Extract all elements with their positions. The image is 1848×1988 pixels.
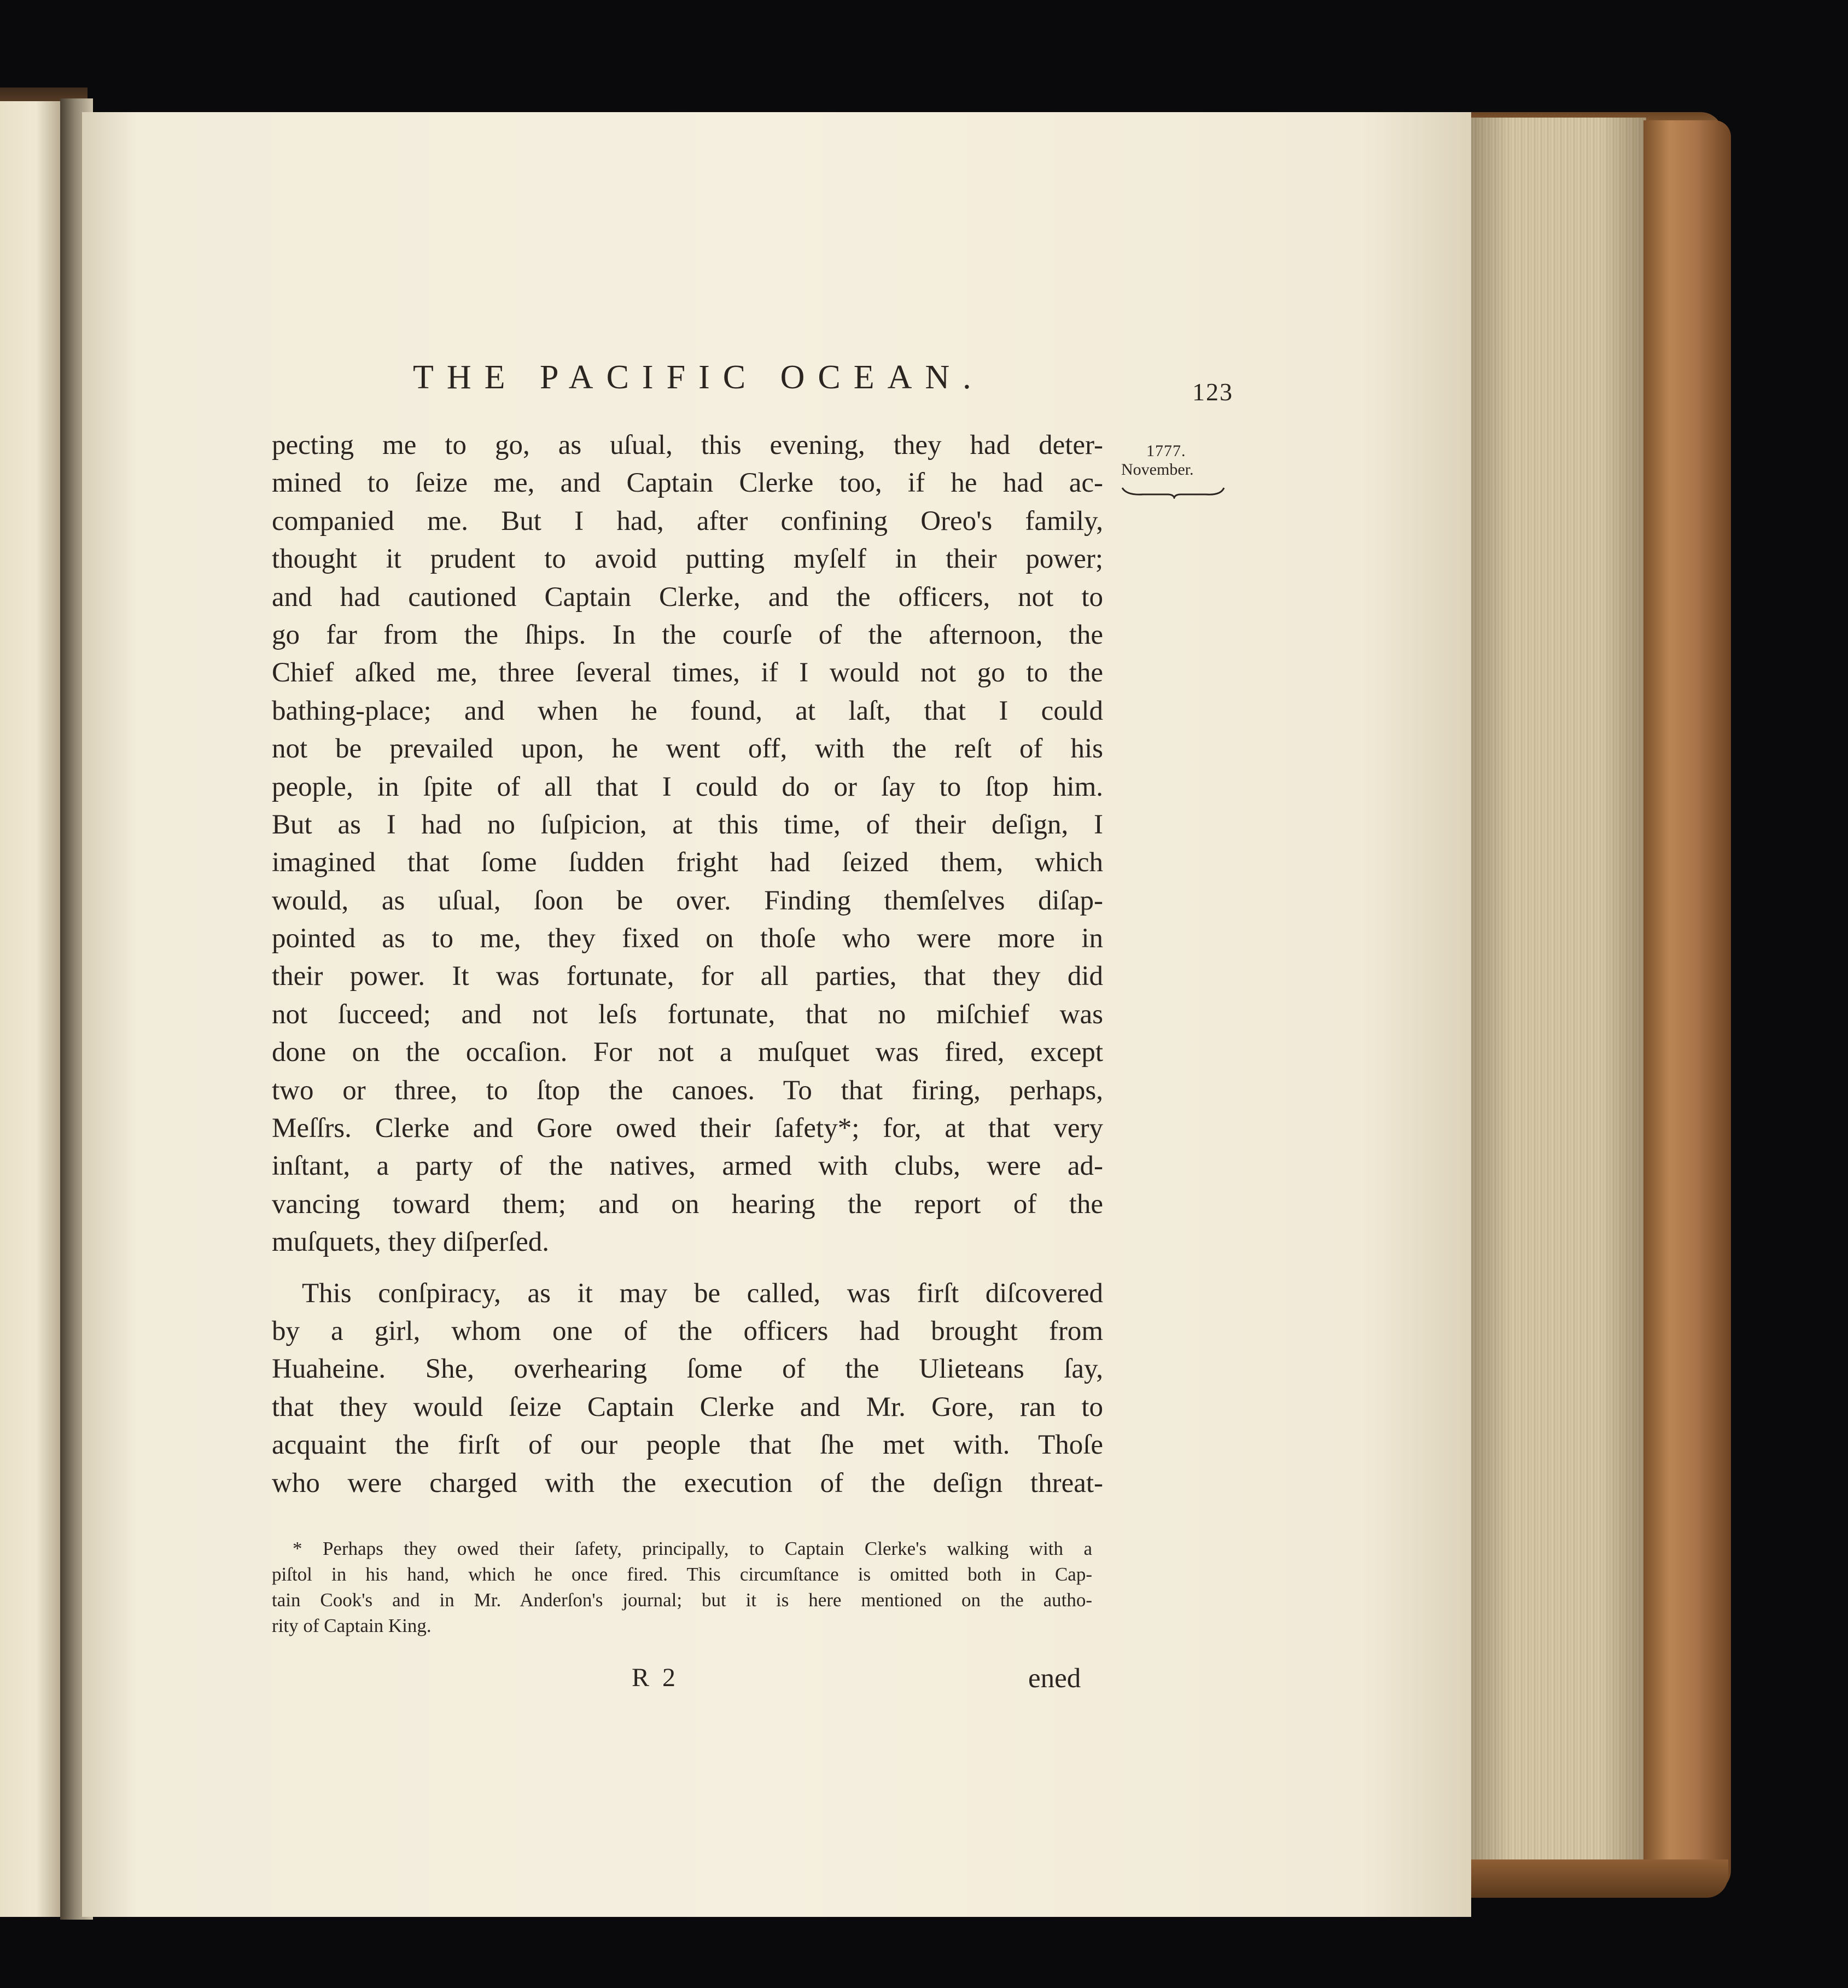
body-line: by a girl, whom one of the officers had brought from (272, 1315, 1103, 1346)
footnote-line: rity of Captain King. (272, 1615, 432, 1636)
leather-cover (1643, 120, 1731, 1892)
margin-brace-icon (1121, 486, 1225, 499)
footnote-line: * Perhaps they owed their ſafety, principally, to Captain Clerke's walking with a (293, 1538, 1092, 1559)
body-line: But as I had no ſuſpicion, at this time, of their deſign, I (272, 809, 1103, 840)
body-line: companied me. But I had, after confining Oreo's family, (272, 505, 1103, 537)
margin-note-month: November. (1121, 460, 1194, 479)
margin-note-year: 1777. (1146, 442, 1186, 460)
footnote-line: piſtol in his hand, which he once fired. This circumſtance is omitted both in Cap- (272, 1564, 1092, 1585)
body-line: vancing toward them; and on hearing the report of the (272, 1188, 1103, 1220)
body-line: muſquets, they diſperſed. (272, 1227, 550, 1258)
paragraph-break (272, 1262, 1103, 1275)
body-line: would, as uſual, ſoon be over. Finding themſelves diſap- (272, 885, 1103, 916)
body-line: pointed as to me, they fixed on thoſe who were more in (272, 923, 1103, 954)
body-line: who were charged with the execution of the deſign threat- (272, 1467, 1103, 1499)
body-line: pecting me to go, as uſual, this evening, they had deter- (272, 430, 1103, 460)
body-line: Chief aſked me, three ſeveral times, if I would not go to the (272, 657, 1103, 689)
footnote-line: tain Cook's and in Mr. Anderſon's journal; but it is here mentioned on the autho- (272, 1589, 1092, 1611)
body-line: and had cautioned Captain Clerke, and the officers, not to (272, 581, 1103, 613)
body-line: go far from the ſhips. In the courſe of the afternoon, the (272, 619, 1103, 650)
body-line: bathing-place; and when he found, at laſt, that I could (272, 695, 1103, 726)
cover-bottom-edge (1455, 1859, 1728, 1898)
body-line: not ſucceed; and not leſs fortunate, that no miſchief was (272, 999, 1103, 1030)
page-block-shade (1466, 118, 1646, 1865)
catchword: ened (1028, 1663, 1081, 1694)
running-head: THE PACIFIC OCEAN. (413, 359, 984, 396)
body-line: that they would ſeize Captain Clerke and Mr. Gore, ran to (272, 1391, 1103, 1423)
body-line: Huaheine. She, overhearing ſome of the Ulieteans ſay, (272, 1354, 1103, 1385)
previous-page-edge (0, 101, 66, 1917)
body-text (272, 427, 1103, 1502)
body-line: not be prevailed upon, he went off, with the reſt of his (272, 733, 1103, 765)
body-line: two or three, to ſtop the canoes. To that firing, perhaps, (272, 1075, 1103, 1106)
signature-mark: R 2 (632, 1663, 679, 1692)
body-line: thought it prudent to avoid putting myſelf in their power; (272, 544, 1103, 575)
body-line: mined to ſeize me, and Captain Clerke too, if he had ac- (272, 468, 1103, 499)
page-number: 123 (1192, 378, 1233, 406)
body-line: people, in ſpite of all that I could do or ſay to ſtop him. (272, 771, 1103, 802)
body-line: acquaint the firſt of our people that ſhe met with. Thoſe (272, 1430, 1103, 1461)
footnote (272, 1536, 1092, 1639)
body-line: their power. It was fortunate, for all parties, that they did (272, 961, 1103, 992)
body-line: inſtant, a party of the natives, armed with clubs, were ad- (272, 1151, 1103, 1182)
body-line: done on the occaſion. For not a muſquet was fired, except (272, 1037, 1103, 1068)
body-line: Meſſrs. Clerke and Gore owed their ſafety*; for, at that very (272, 1113, 1103, 1144)
body-line: This conſpiracy, as it may be called, was firſt diſcovered (302, 1278, 1103, 1309)
body-line: imagined that ſome ſudden fright had ſeized them, which (272, 847, 1103, 878)
